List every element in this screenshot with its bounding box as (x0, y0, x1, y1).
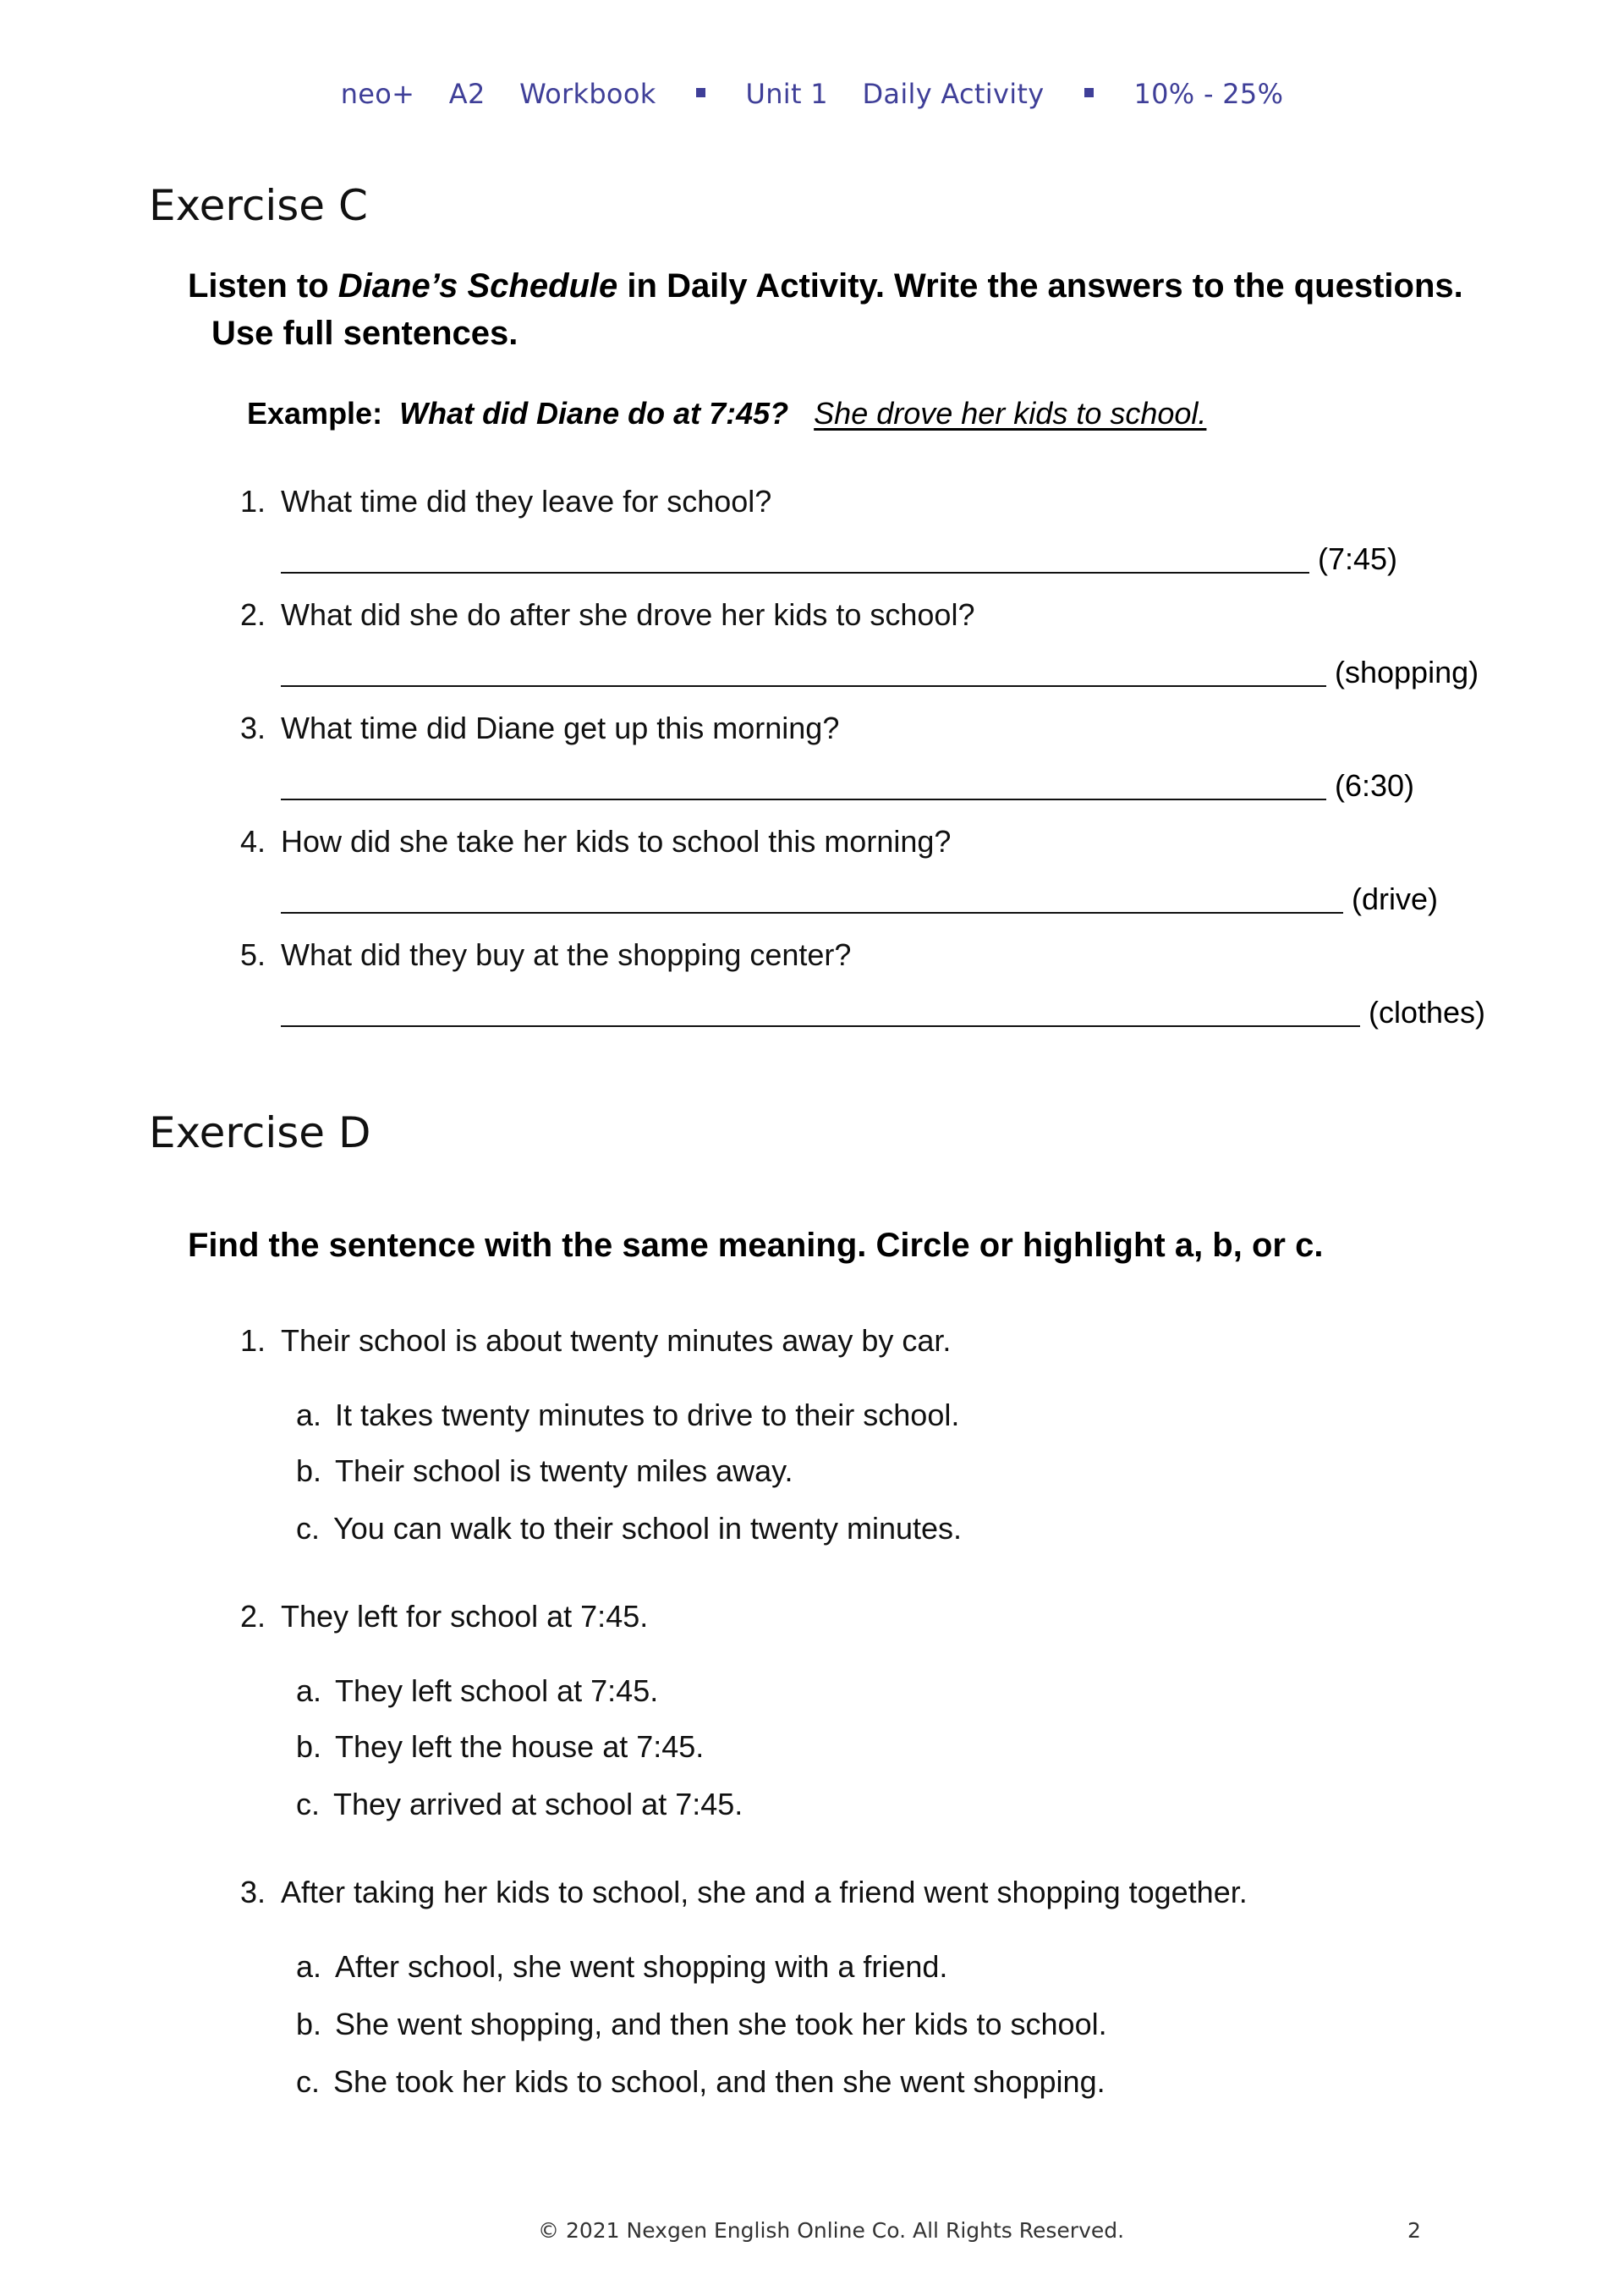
exercise-c-instruction (188, 267, 1463, 305)
exercise-d-title: Exercise D (149, 1108, 371, 1157)
question-text: What time did Diane get up this morning? (281, 711, 840, 745)
option-b[interactable]: They left the house at 7:45. (335, 1729, 705, 1764)
option-c-letter[interactable]: c. (296, 2064, 321, 2099)
footer-copyright: © 2021 Nexgen English Online Co. All Rights Reserved. (538, 2218, 1125, 2243)
question-text: What did she do after she drove her kids to school? (281, 597, 975, 632)
item-number: 2. (240, 1599, 266, 1634)
question-hint: (7:45) (1318, 541, 1398, 576)
item-text: They left for school at 7:45. (281, 1599, 649, 1634)
option-c[interactable]: You can walk to their school in twenty minutes. (333, 1511, 963, 1546)
example (247, 396, 1206, 431)
page-number: 2 (1407, 2218, 1421, 2243)
option-a-letter[interactable]: a. (296, 1949, 322, 1984)
option-a-letter[interactable]: a. (296, 1398, 322, 1432)
separator-square-icon (696, 88, 705, 97)
item-text: After taking her kids to school, she and a friend went shopping together. (281, 1875, 1248, 1909)
question-number: 5. (240, 937, 266, 972)
option-c[interactable]: She took her kids to school, and then she went shopping. (333, 2064, 1106, 2099)
item-number: 3. (240, 1875, 266, 1909)
header-product: neo+ (340, 78, 415, 110)
header-unit: Unit 1 (745, 78, 828, 110)
question-hint: (shopping) (1335, 655, 1479, 689)
option-a[interactable]: After school, she went shopping with a friend. (335, 1949, 948, 1984)
answer-line-5[interactable] (281, 1025, 1360, 1027)
question-hint: (6:30) (1335, 768, 1415, 803)
header-topic: Daily Activity (862, 78, 1045, 110)
option-c-letter[interactable]: c. (296, 1511, 321, 1546)
item-number: 1. (240, 1323, 266, 1358)
example-label: Example: (247, 396, 383, 431)
option-b-letter[interactable]: b. (296, 1453, 322, 1488)
option-c[interactable]: They arrived at school at 7:45. (333, 1787, 743, 1821)
item-text: Their school is about twenty minutes away by car. (281, 1323, 952, 1358)
instruction-text: in Daily Activity. Write the answers to the questions. (617, 267, 1463, 305)
header-breadcrumb (0, 78, 1624, 110)
option-a[interactable]: It takes twenty minutes to drive to their school. (335, 1398, 960, 1432)
separator-square-icon (1084, 88, 1094, 97)
example-question: What did Diane do at 7:45? (399, 396, 789, 431)
option-b-letter[interactable]: b. (296, 1729, 322, 1764)
question-hint: (clothes) (1369, 995, 1486, 1030)
answer-line-2[interactable] (281, 685, 1326, 687)
answer-line-4[interactable] (281, 912, 1343, 914)
question-text: How did she take her kids to school this morning? (281, 824, 952, 859)
question-number: 4. (240, 824, 266, 859)
option-b[interactable]: Their school is twenty miles away. (335, 1453, 793, 1488)
header-progress: 10% - 25% (1133, 78, 1284, 110)
exercise-d-instruction: Find the sentence with the same meaning. Circle or highlight a, b, or c. (188, 1227, 1324, 1264)
question-number: 1. (240, 484, 266, 519)
exercise-c-title: Exercise C (149, 181, 368, 230)
question-number: 3. (240, 711, 266, 745)
question-hint: (drive) (1352, 882, 1439, 916)
header-level: A2 (448, 78, 486, 110)
option-a-letter[interactable]: a. (296, 1673, 322, 1708)
option-c-letter[interactable]: c. (296, 1787, 321, 1821)
option-b[interactable]: She went shopping, and then she took her kids to school. (335, 2007, 1107, 2041)
header-book: Workbook (519, 78, 656, 110)
question-text: What did they buy at the shopping center? (281, 937, 852, 972)
exercise-c-instruction-line2: Use full sentences. (211, 315, 518, 352)
question-number: 2. (240, 597, 266, 632)
instruction-title: Diane’s Schedule (337, 267, 618, 305)
option-b-letter[interactable]: b. (296, 2007, 322, 2041)
instruction-text: Listen to (188, 267, 338, 305)
answer-line-3[interactable] (281, 799, 1326, 800)
option-a[interactable]: They left school at 7:45. (335, 1673, 659, 1708)
question-text: What time did they leave for school? (281, 484, 772, 519)
example-answer: She drove her kids to school. (814, 396, 1207, 431)
answer-line-1[interactable] (281, 572, 1309, 574)
